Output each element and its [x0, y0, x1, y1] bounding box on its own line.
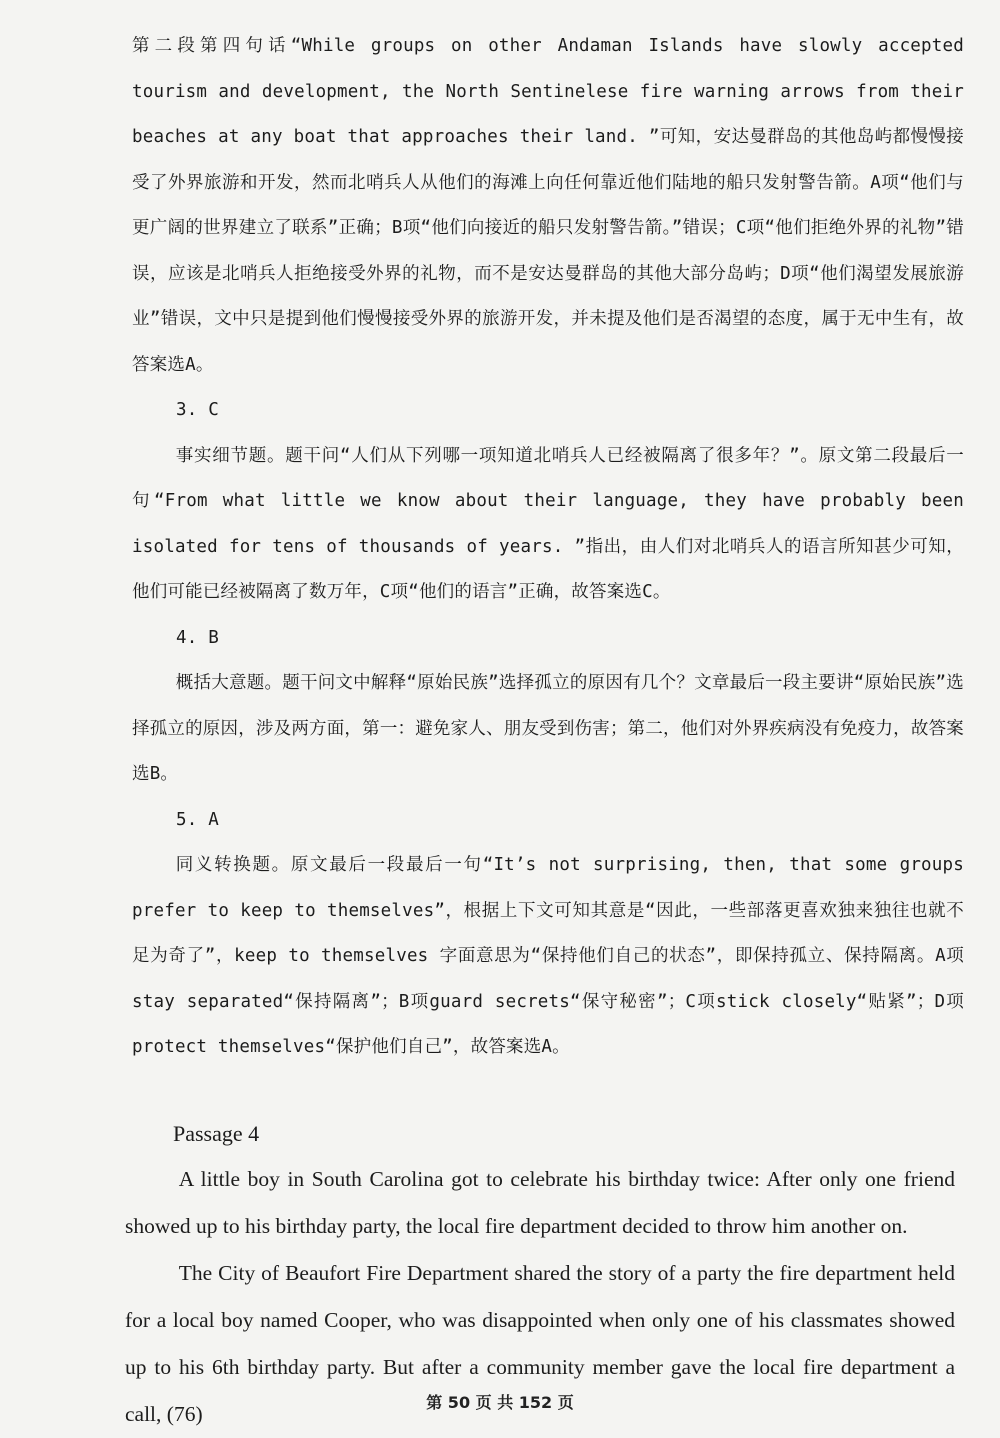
passage-paragraph-1: A little boy in South Carolina got to celebrate his birthday twice: After only one friend showed up to his birthday party, the local fire department decided to throw him another on. [125, 1167, 955, 1238]
q3-explanation: 事实细节题。题干问“人们从下列哪一项知道北哨兵人已经被隔离了很多年？”。原文第二段最后一句“From what little we know about their language, they have probably been isolated for tens of thousands of years. ”指出，由人们对北哨兵人的语言所知甚少可知，他们可能已经被隔离了数万年，C项“他们的语言”正确，故答案选C。 [132, 445, 964, 602]
q3-answer: 3. C [176, 400, 219, 420]
q2-explanation: 第二段第四句话“While groups on other Andaman Islands have slowly accepted tourism and development, the North Sentinelese fire warning arrows from their beaches at any boat that approaches their land. ”可知，安达曼群岛的其他岛屿都慢慢接受了外界旅游和开发，然而北哨兵人从他们的海滩上向任何靠近他们陆地的船只发射警告箭。A项“他们与更广阔的世界建立了联系”正确；B项“他们向接近的船只发射警告箭。”错误；C项“他们拒绝外界的礼物”错误，应该是北哨兵人拒绝接受外界的礼物，而不是安达曼群岛的其他大部分岛屿；D项“他们渴望发展旅游业”错误，文中只是提到他们慢慢接受外界的旅游开发，并未提及他们是否渴望的态度，属于无中生有，故答案选A。 [132, 36, 964, 375]
q4-explanation: 概括大意题。题干问文中解释“原始民族”选择孤立的原因有几个？文章最后一段主要讲“原始民族”选择孤立的原因，涉及两方面，第一：避免家人、朋友受到伤害；第二，他们对外界疾病没有免疫力，故答案选B。 [132, 673, 964, 784]
answer-explanations [132, 24, 964, 1071]
passage-title: Passage 4 [173, 1121, 260, 1146]
q5-answer: 5. A [176, 809, 219, 830]
q4-answer: 4. B [176, 627, 219, 648]
passage-paragraph-2: The City of Beaufort Fire Department shared the story of a party the fire department held for a local boy named Cooper, who was disappointed when only one of his classmates showed up to his 6th birthday party. But after a community member gave the local fire department a call, (76) [125, 1261, 955, 1426]
q5-explanation: 同义转换题。原文最后一段最后一句“It’s not surprising, then, that some groups prefer to keep to themselves”，根据上下文可知其意是“因此，一些部落更喜欢独来独往也就不足为奇了”，keep to themselves 字面意思为“保持他们自己的状态”，即保持孤立、保持隔离。A项stay separated“保持隔离”；B项guard secrets“保守秘密”；C项stick closely“贴紧”；D项protect themselves“保护他们自己”，故答案选A。 [132, 855, 964, 1057]
page-number: 第 50 页 共 152 页 [426, 1393, 574, 1412]
